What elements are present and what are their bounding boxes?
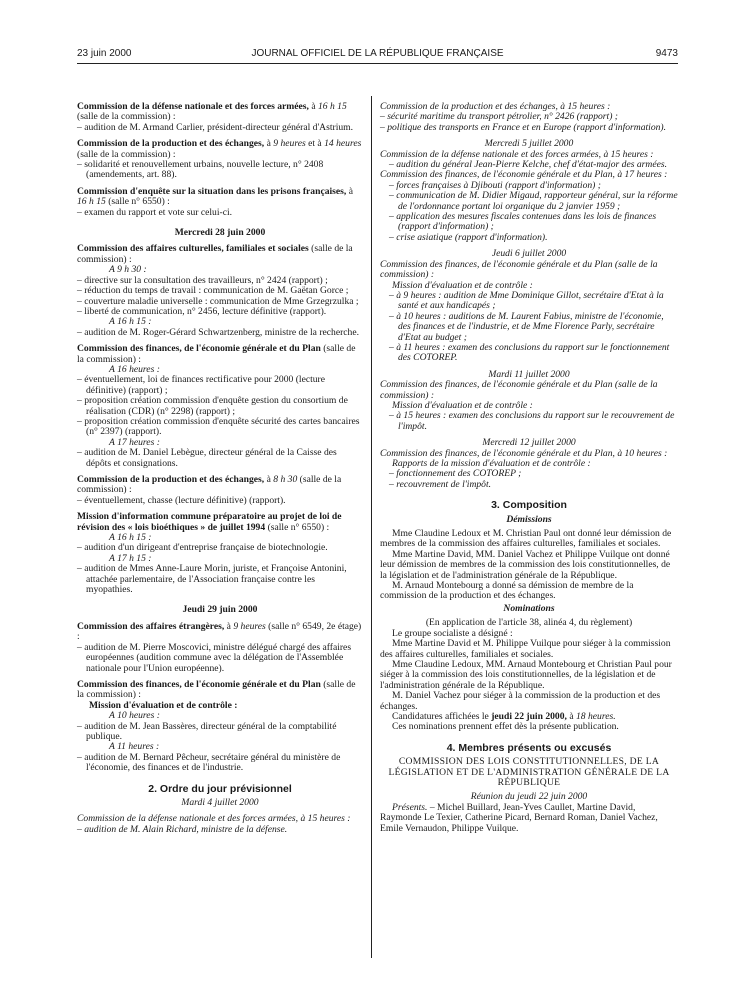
- time-slot: A 9 h 30 :: [109, 264, 147, 276]
- agenda-item: – recouvrement de l'impôt.: [389, 478, 492, 490]
- day-heading: Mercredi 5 juillet 2000: [484, 138, 574, 150]
- section-heading: 2. Ordre du jour prévisionnel: [148, 782, 292, 795]
- agenda-heading: Commission des finances, de l'économie générale et du Plan (salle de la commission) :: [380, 379, 658, 401]
- agenda-item: – forces françaises à Djibouti (rapport d'information) ;: [389, 179, 601, 191]
- paragraph: M. Daniel Vachez pour siéger à la commission de la production et des échanges.: [380, 690, 661, 712]
- agenda-item: – directive sur la consultation des travailleurs, n° 2424 (rapport) ;: [77, 274, 328, 286]
- agenda-item: – audition de M. Jean Bassères, directeur général de la comptabilité publique.: [77, 720, 337, 742]
- agenda-item: – sécurité maritime du transport pétrolier, n° 2426 (rapport) ;: [380, 111, 618, 123]
- paragraph: Mme Martine David et M. Philippe Vuilque pour siéger à la commission des affaires culturelles, familiales et sociales.: [380, 638, 671, 660]
- agenda-item: – réduction du temps de travail : communication de M. Gaëtan Gorce ;: [77, 285, 349, 297]
- agenda-item: – politique des transports en France et en Europe (rapport d'information).: [380, 121, 667, 133]
- agenda-item: – audition de M. Armand Carlier, président-directeur général d'Astrium.: [77, 121, 354, 133]
- regulation-reference: (En application de l'article 38, alinéa 4, du règlement): [425, 617, 633, 629]
- agenda-item: – proposition création commission d'enquête sécurité des cartes bancaires (n° 2397) (rapport).: [77, 415, 360, 438]
- paragraph: M. Arnaud Montebourg a donné sa démission de membre de la commission de la production et des échanges.: [380, 580, 634, 602]
- agenda-item: – éventuellement, chasse (lecture définitive) (rapport).: [77, 494, 286, 506]
- section-heading: 4. Membres présents ou excusés: [446, 741, 612, 754]
- column-divider: [371, 96, 372, 958]
- agenda-item: – audition de M. Roger-Gérard Schwartzenberg, ministre de la recherche.: [77, 326, 360, 338]
- header-title: JOURNAL OFFICIEL DE LA RÉPUBLIQUE FRANÇAISE: [251, 48, 504, 59]
- time-slot: A 10 heures :: [109, 710, 160, 722]
- meeting-date: Réunion du jeudi 22 juin 2000: [470, 791, 588, 803]
- agenda-item: – proposition création commission d'enquête gestion du consortium de réalisation (CDR) (n° 2298) (rapport) ;: [77, 395, 348, 417]
- agenda-item: – audition de Mmes Anne-Laure Morin, juriste, et Françoise Antonini, attachée parlementaire, de l'Association française contre les myopathies.: [77, 563, 347, 596]
- subsection-heading: Nominations: [503, 602, 555, 614]
- header-page-number: 9473: [655, 48, 678, 59]
- agenda-heading: Commission des affaires culturelles, familiales et sociales (salle de la commission) :: [77, 243, 353, 265]
- agenda-item: – à 11 heures : examen des conclusions du rapport sur le fonctionnement des COTOREP.: [389, 341, 670, 364]
- agenda-item: – communication de M. Didier Migaud, rapporteur général, sur la réforme de l'ordonnance portant loi organique du 2 janvier 1959 ;: [389, 190, 678, 212]
- agenda-item: – audition du général Jean-Pierre Kelche, chef d'état-major des armées.: [389, 159, 667, 171]
- agenda-item: – audition de M. Bernard Pêcheur, secrétaire général du ministère de l'économie, des finances et de l'industrie.: [77, 751, 341, 774]
- agenda-item: – fonctionnement des COTOREP ;: [389, 468, 522, 480]
- header-date: 23 juin 2000: [77, 48, 132, 59]
- paragraph: Candidatures affichées le jeudi 22 juin 2000, à 18 heures.: [392, 710, 616, 722]
- page-header: [77, 48, 678, 62]
- agenda-item: – couverture maladie universelle : communication de Mme Grzegrzulka ;: [77, 295, 359, 307]
- day-heading: Mercredi 12 juillet 2000: [482, 437, 576, 449]
- day-heading: Jeudi 29 juin 2000: [182, 604, 258, 616]
- agenda-heading: Commission des finances, de l'économie générale et du Plan (salle de la commission) :: [77, 343, 356, 365]
- agenda-heading: Commission des affaires étrangères, à 9 heures (salle n° 6549, 2e étage) :: [77, 620, 362, 643]
- paragraph: Le groupe socialiste a désigné :: [392, 627, 513, 639]
- left-column: [77, 102, 363, 835]
- agenda-item: – application des mesures fiscales contenues dans les lois de finances (rapport d'information) ;: [389, 211, 657, 233]
- agenda-item: – audition de M. Pierre Moscovici, ministre délégué chargé des affaires européennes (audition commune avec la délégation de l'Assemblée nationale pour l'Union européenne).: [77, 641, 352, 674]
- subheading: Mission d'évaluation et de contrôle :: [392, 399, 533, 411]
- agenda-item: – examen du rapport et vote sur celui-ci.: [77, 206, 233, 218]
- day-heading: Jeudi 6 juillet 2000: [491, 248, 567, 260]
- day-heading: Mardi 4 juillet 2000: [181, 796, 259, 808]
- subheading: Rapports de la mission d'évaluation et de contrôle :: [392, 458, 591, 469]
- agenda-item: – à 15 heures : examen des conclusions du rapport sur le recouvrement de l'impôt.: [389, 410, 675, 432]
- agenda-heading: Commission de la défense nationale et des forces armées, à 15 heures :: [380, 148, 654, 160]
- agenda-item: – audition d'un dirigeant d'entreprise française de biotechnologie.: [77, 542, 328, 554]
- time-slot: A 11 heures :: [109, 741, 160, 753]
- agenda-heading: Commission de la défense nationale et des forces armées, à 16 h 15 (salle de la commission) :: [77, 101, 347, 123]
- time-slot: A 17 heures :: [109, 436, 160, 448]
- time-slot: A 16 h 15 :: [109, 316, 152, 328]
- paragraph: Mme Claudine Ledoux et M. Christian Paul ont donné leur démission de membres de la commission des affaires culturelles, familiales et sociales.: [380, 528, 672, 550]
- agenda-heading: Commission des finances, de l'économie générale et du Plan, à 17 heures :: [380, 169, 668, 181]
- attendance-list: Présents. – Michel Buillard, Jean-Yves Caullet, Martine David, Raymonde Le Texier, Catherine Picard, Bernard Roman, Daniel Vachez, Emile Vernaudon, Philippe Vuilque.: [380, 801, 658, 834]
- agenda-item: – audition de M. Daniel Lebègue, directeur général de la Caisse des dépôts et consignations.: [77, 447, 337, 469]
- subheading: Mission d'évaluation et de contrôle :: [89, 699, 238, 711]
- agenda-heading: Commission de la défense nationale et des forces armées, à 15 heures :: [77, 813, 351, 825]
- day-heading: Mercredi 28 juin 2000: [174, 227, 266, 239]
- right-column: [380, 102, 678, 834]
- day-heading: Mardi 11 juillet 2000: [488, 368, 570, 380]
- agenda-item: – audition de M. Alain Richard, ministre de la défense.: [77, 823, 288, 835]
- header-rule: [77, 63, 678, 64]
- time-slot: A 16 h 15 :: [109, 532, 152, 544]
- agenda-heading: Commission de la production et des échanges, à 9 heures et à 14 heures (salle de la commission) :: [77, 138, 362, 160]
- agenda-heading: Commission des finances, de l'économie générale et du Plan, à 10 heures :: [380, 447, 668, 459]
- agenda-heading: Commission des finances, de l'économie générale et du Plan (salle de la commission) :: [380, 258, 658, 281]
- section-heading: 3. Composition: [491, 499, 567, 512]
- time-slot: A 16 heures :: [109, 363, 160, 375]
- agenda-heading: Commission de la production et des échanges, à 15 heures :: [380, 101, 611, 112]
- subsection-heading: Démissions: [506, 513, 552, 525]
- subheading: Mission d'évaluation et de contrôle :: [392, 279, 533, 291]
- commission-title: COMMISSION DES LOIS CONSTITUTIONNELLES, DE LA LÉGISLATION ET DE L'ADMINISTRATION GÉNÉRALE DE LA RÉPUBLIQUE: [388, 756, 670, 788]
- paragraph: Mme Martine David, MM. Daniel Vachez et Philippe Vuilque ont donné leur démission de membres de la commission des lois constitutionnelles, de la législation et de l'administration générale de la République.: [380, 548, 671, 581]
- paragraph: Mme Claudine Ledoux, MM. Arnaud Montebourg et Christian Paul pour siéger à la commission des lois constitutionnelles, de la législation et de l'administration générale de la République.: [380, 658, 672, 691]
- agenda-item: – solidarité et renouvellement urbains, nouvelle lecture, n° 2408 (amendements, art. 88).: [77, 159, 324, 181]
- agenda-heading: Commission d'enquête sur la situation dans les prisons françaises, à 16 h 15 (salle n° 6550) :: [77, 185, 353, 208]
- agenda-heading: Commission des finances, de l'économie générale et du Plan (salle de la commission) :: [77, 678, 356, 701]
- agenda-item: – à 9 heures : audition de Mme Dominique Gillot, secrétaire d'Etat à la santé et aux handicapés ;: [389, 289, 664, 312]
- paragraph: Ces nominations prennent effet dès la présente publication.: [392, 721, 619, 733]
- agenda-item: – liberté de communication, n° 2456, lecture définitive (rapport).: [77, 305, 327, 317]
- agenda-heading: Commission de la production et des échanges, à 8 h 30 (salle de la commission) :: [77, 474, 342, 496]
- agenda-item: – crise asiatique (rapport d'information).: [389, 231, 548, 243]
- agenda-item: – à 10 heures : auditions de M. Laurent Fabius, ministre de l'économie, des finances et de l'industrie, et de Mme Florence Parly, secrétaire d'Etat au budget ;: [389, 310, 664, 343]
- time-slot: A 17 h 15 :: [109, 552, 152, 564]
- agenda-heading: Mission d'information commune préparatoire au projet de loi de révision des « lois bioéthiques » de juillet 1994 (salle n° 6550) :: [77, 511, 342, 533]
- agenda-item: – éventuellement, loi de finances rectificative pour 2000 (lecture définitive) (rapport) ;: [77, 374, 325, 396]
